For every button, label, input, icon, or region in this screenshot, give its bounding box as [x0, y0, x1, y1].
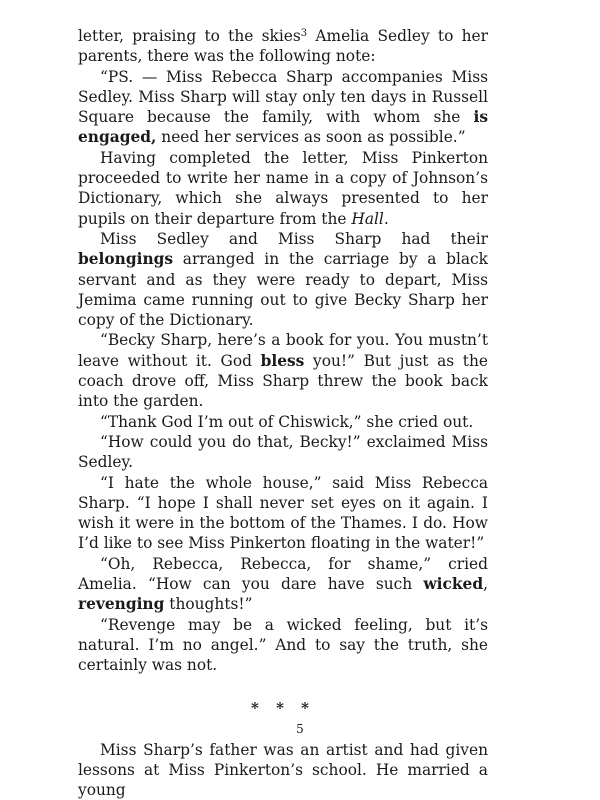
text-span: ,	[483, 575, 488, 593]
italic-word: Hall	[351, 210, 383, 228]
paragraph	[78, 67, 488, 148]
bold-word: is engaged,	[78, 108, 488, 146]
paragraph	[78, 615, 488, 676]
paragraph	[78, 740, 488, 800]
text-span: Amelia Sedley to her parents, there was the following note:	[78, 27, 488, 65]
text-span: “Revenge may be a wicked feeling, but it’s natural. I’m no angel.” And to say the truth, she certainly was not.	[78, 616, 488, 675]
bold-word: wicked	[423, 575, 483, 593]
text-span: Miss Sharp’s father was an artist and had given lessons at Miss Pinkerton’s school. He married a young	[78, 741, 488, 800]
bold-word: bless	[261, 352, 305, 370]
bold-word: belongings	[78, 250, 173, 268]
text-span: thoughts!”	[164, 595, 252, 613]
text-span: Having completed the letter, Miss Pinkerton proceeded to write her name in a copy of Johnson’s Dictionary, which she always presented to her pupils on their departure from the	[78, 149, 488, 228]
book-page	[78, 26, 488, 800]
text-span: “PS. — Miss Rebecca Sharp accompanies Miss Sedley. Miss Sharp will stay only ten days in Russell Square because the family, with whom she	[78, 68, 488, 127]
section-separator: * * *	[78, 698, 488, 718]
text-span: “I hate the whole house,” said Miss Rebecca Sharp. “I hope I shall never set eyes on it again. I wish it were in the bottom of the Thames. I do. How I’d like to see Miss Pinkerton floating in the water!”	[78, 474, 488, 553]
text-span: arranged in the carriage by a black servant and as they were ready to depart, Miss Jemima came running out to give Becky Sharp her copy of the Dictionary.	[78, 250, 488, 329]
paragraph	[78, 412, 488, 432]
text-span: .	[384, 210, 389, 228]
paragraph	[78, 554, 488, 615]
text-span: Miss Sedley and Miss Sharp had their	[100, 230, 488, 248]
main-text	[78, 26, 488, 676]
paragraph	[78, 432, 488, 473]
page-number: 5	[0, 722, 600, 736]
text-span: need her services as soon as possible.”	[156, 128, 465, 146]
text-span: “Oh, Rebecca, Rebecca, for shame,” cried Amelia. “How can you dare have such	[78, 555, 488, 593]
bold-word: revenging	[78, 595, 164, 613]
text-span: “Thank God I’m out of Chiswick,” she cried out.	[100, 413, 473, 431]
text-span: “How could you do that, Becky!” exclaimed Miss Sedley.	[78, 433, 488, 471]
paragraph	[78, 148, 488, 229]
continued-text	[78, 740, 488, 800]
text-span: “Becky Sharp, here’s a book for you. You mustn’t leave without it. God	[78, 331, 488, 369]
paragraph	[78, 26, 488, 67]
text-span: you!” But just as the coach drove off, Miss Sharp threw the book back into the garden.	[78, 352, 488, 411]
text-span: letter, praising to the skies	[78, 27, 301, 45]
footnote-ref: 3	[301, 28, 307, 39]
paragraph	[78, 229, 488, 330]
paragraph	[78, 473, 488, 554]
paragraph	[78, 330, 488, 411]
